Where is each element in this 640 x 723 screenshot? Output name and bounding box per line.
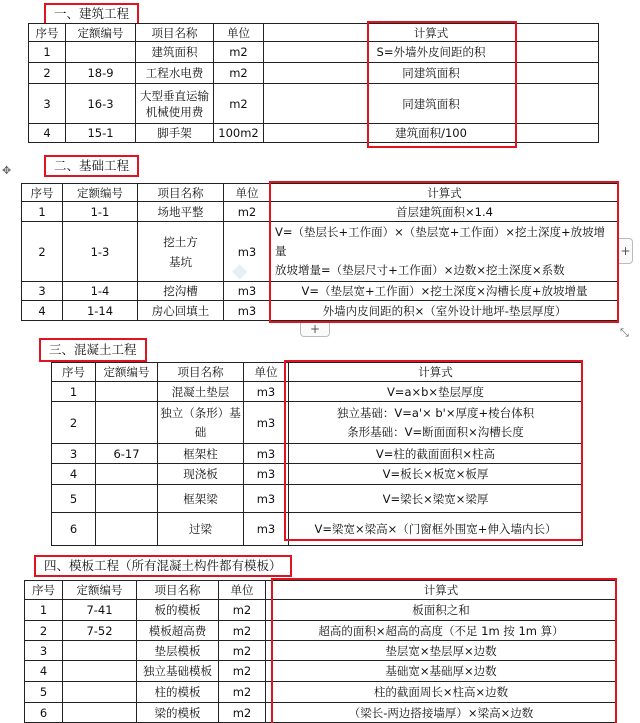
cell-formula: S=外墙外皮间距的积: [264, 42, 599, 63]
cell-name: 脚手架: [136, 124, 214, 143]
cell-unit: m2: [219, 600, 266, 621]
cell-unit: m3: [224, 282, 271, 301]
cell-unit: m2: [214, 63, 264, 84]
header-no: 序号: [22, 184, 63, 202]
section-title-formwork: 四、模板工程（所有混凝土构件都有模板）: [34, 555, 292, 577]
table-row: [25, 621, 617, 641]
cell-formula: 柱的截面周长×柱高×边数: [266, 682, 617, 703]
cell-name: 梁的模板: [137, 703, 219, 723]
cell-code: [96, 464, 158, 485]
cell-formula: 同建筑面积: [264, 63, 599, 84]
cell-name: 板的模板: [137, 600, 219, 621]
cell-no: 5: [52, 485, 96, 513]
cell-unit: m2: [214, 84, 264, 124]
cell-code: [96, 402, 158, 444]
header-unit: 单位: [244, 363, 289, 382]
cell-code: 1-14: [63, 301, 138, 321]
table-row: [25, 682, 617, 703]
cell-formula: 垫层宽×垫层厚×边数: [266, 641, 617, 661]
cell-code: 7-52: [63, 621, 137, 641]
cell-unit: m2: [219, 641, 266, 661]
header-code: 定额编号: [96, 363, 158, 382]
cell-code: [96, 485, 158, 513]
cell-formula: 首层建筑面积×1.4: [271, 202, 619, 222]
table-row: [25, 600, 617, 621]
table-row: [52, 444, 583, 464]
cell-formula: V=a×b×垫层厚度: [289, 382, 583, 402]
table-concrete: [51, 362, 583, 546]
cell-formula: [271, 222, 619, 282]
header-no: 序号: [29, 24, 66, 42]
table-row: [29, 124, 599, 143]
table-row: [52, 402, 583, 444]
cell-name: 垫层模板: [137, 641, 219, 661]
cell-formula: V=板长×板宽×板厚: [289, 464, 583, 485]
cell-formula: （梁长-两边搭接墙厚）×梁高×边数: [266, 703, 617, 723]
table-row: [22, 222, 619, 282]
table-formwork: [24, 580, 617, 723]
table-header-row: [52, 363, 583, 382]
table-row: [25, 661, 617, 682]
cell-code: [63, 661, 137, 682]
section-title-building: 一、建筑工程: [44, 3, 139, 25]
header-formula: 计算式: [271, 184, 619, 202]
table-row: [52, 464, 583, 485]
cell-no: 4: [52, 464, 96, 485]
cell-name: 挖土方基坑: [138, 222, 224, 282]
resize-handle-icon[interactable]: ⤡: [620, 326, 629, 339]
cell-unit: m3: [224, 301, 271, 321]
cell-name: 大型垂直运输机械使用费: [136, 84, 214, 124]
cell-name: 挖沟槽: [138, 282, 224, 301]
cell-code: 7-41: [63, 600, 137, 621]
cell-formula: V=（垫层宽+工作面）×挖土深度×沟槽长度+放坡增量: [271, 282, 619, 301]
cell-formula: V=柱的截面面积×柱高: [289, 444, 583, 464]
table-row: [22, 301, 619, 321]
cell-unit: m2: [219, 621, 266, 641]
cell-name: 房心回填土: [138, 301, 224, 321]
cell-formula: [289, 402, 583, 444]
cell-code: 6-17: [96, 444, 158, 464]
cell-formula: 超高的面积×超高的高度（不足 1m 按 1m 算）: [266, 621, 617, 641]
table-row: [29, 42, 599, 63]
cell-name: 场地平整: [138, 202, 224, 222]
formula-line: V=（垫层长+工作面）×（垫层宽+工作面）×挖土深度+放坡增量: [275, 225, 606, 258]
header-code: 定额编号: [63, 581, 137, 600]
section-title-concrete: 三、混凝土工程: [39, 338, 147, 362]
cell-code: [63, 703, 137, 723]
cell-name: 独立基础模板: [137, 661, 219, 682]
header-name: 项目名称: [158, 363, 244, 382]
move-handle-icon[interactable]: ✥: [2, 164, 12, 177]
cell-code: 1-1: [63, 202, 138, 222]
cell-code: 1-4: [63, 282, 138, 301]
header-no: 序号: [52, 363, 96, 382]
table-header-row: [29, 24, 599, 42]
formula-line: 独立基础：V=a'× b'×厚度+棱台体积: [336, 405, 535, 420]
add-column-button[interactable]: +: [619, 238, 633, 264]
section-title-foundation: 二、基础工程: [44, 155, 139, 177]
cell-unit: m3: [224, 222, 271, 282]
header-unit: 单位: [214, 24, 264, 42]
header-unit: 单位: [219, 581, 266, 600]
cell-name: 工程水电费: [136, 63, 214, 84]
cell-name: 现浇板: [158, 464, 244, 485]
add-row-button[interactable]: +: [300, 323, 330, 337]
cell-code: [63, 682, 137, 703]
cell-unit: m3: [244, 402, 289, 444]
cell-name: 过梁: [158, 513, 244, 546]
cell-unit: m2: [214, 42, 264, 63]
header-code: 定额编号: [63, 184, 138, 202]
cell-name: 框架柱: [158, 444, 244, 464]
table-row: [52, 513, 583, 546]
cell-no: 4: [29, 124, 66, 143]
header-formula: 计算式: [266, 581, 617, 600]
header-name: 项目名称: [138, 184, 224, 202]
cell-no: 3: [22, 282, 63, 301]
cell-no: 1: [29, 42, 66, 63]
header-name: 项目名称: [136, 24, 214, 42]
watermark-icon: ◆: [232, 258, 248, 282]
cell-unit: m3: [244, 444, 289, 464]
cell-unit: m3: [244, 382, 289, 402]
cell-code: 15-1: [66, 124, 136, 143]
table-row: [52, 382, 583, 402]
cell-no: 2: [22, 222, 63, 282]
cell-code: 16-3: [66, 84, 136, 124]
cell-code: 18-9: [66, 63, 136, 84]
cell-unit: m3: [244, 485, 289, 513]
cell-code: [63, 641, 137, 661]
header-formula: 计算式: [264, 24, 599, 42]
table-row: [52, 485, 583, 513]
cell-formula: V=梁宽×梁高×（门窗框外围宽+伸入墙内长）: [289, 513, 583, 546]
cell-no: 2: [52, 402, 96, 444]
cell-no: 4: [25, 661, 63, 682]
header-code: 定额编号: [66, 24, 136, 42]
cell-code: [66, 42, 136, 63]
cell-name: 建筑面积: [136, 42, 214, 63]
cell-formula: 外墙内皮间距的积×（室外设计地坪-垫层厚度）: [271, 301, 619, 321]
cell-name: 框架梁: [158, 485, 244, 513]
cell-no: 3: [52, 444, 96, 464]
cell-no: 6: [25, 703, 63, 723]
table-row: [22, 202, 619, 222]
cell-name: 独立（条形）基础: [158, 402, 244, 444]
header-no: 序号: [25, 581, 63, 600]
formula-line: 放坡增量=（垫层尺寸+工作面）×边数×挖土深度×系数: [275, 263, 565, 277]
header-name: 项目名称: [137, 581, 219, 600]
cell-name: 混凝土垫层: [158, 382, 244, 402]
cell-name: 柱的模板: [137, 682, 219, 703]
table-header-row: [22, 184, 619, 202]
cell-formula: 同建筑面积: [264, 84, 599, 124]
cell-unit: m3: [244, 513, 289, 546]
cell-no: 3: [29, 84, 66, 124]
cell-unit: m2: [219, 682, 266, 703]
header-formula: 计算式: [289, 363, 583, 382]
table-row: [29, 63, 599, 84]
cell-no: 4: [22, 301, 63, 321]
header-unit: 单位: [224, 184, 271, 202]
cell-code: [96, 513, 158, 546]
cell-unit: 100m2: [214, 124, 264, 143]
table-building: [28, 23, 599, 143]
cell-unit: m2: [224, 202, 271, 222]
cell-no: 2: [29, 63, 66, 84]
cell-no: 5: [25, 682, 63, 703]
cell-no: 1: [22, 202, 63, 222]
cell-formula: V=梁长×梁宽×梁厚: [289, 485, 583, 513]
cell-no: 3: [25, 641, 63, 661]
cell-formula: 板面积之和: [266, 600, 617, 621]
cell-formula: 基础宽×基础厚×边数: [266, 661, 617, 682]
formula-line: 条形基础：V=断面面积×沟槽长度: [347, 424, 524, 439]
cell-unit: m2: [219, 661, 266, 682]
table-row: [25, 641, 617, 661]
cell-unit: m2: [219, 703, 266, 723]
cell-code: [96, 382, 158, 402]
cell-formula: 建筑面积/100: [264, 124, 599, 143]
cell-code: 1-3: [63, 222, 138, 282]
cell-no: 2: [25, 621, 63, 641]
table-row: [22, 282, 619, 301]
cell-unit: m3: [244, 464, 289, 485]
cell-name: 模板超高费: [137, 621, 219, 641]
cell-no: 1: [25, 600, 63, 621]
table-row: [25, 703, 617, 723]
table-foundation: [21, 183, 619, 321]
cell-no: 6: [52, 513, 96, 546]
table-header-row: [25, 581, 617, 600]
table-row: [29, 84, 599, 124]
cell-no: 1: [52, 382, 96, 402]
